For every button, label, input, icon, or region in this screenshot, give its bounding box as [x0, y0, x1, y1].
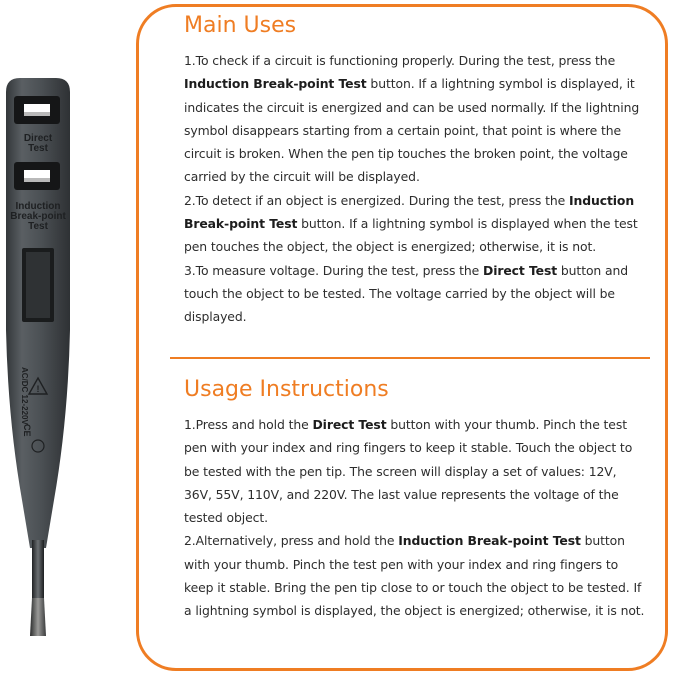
main-uses-item-3: 3.To measure voltage. During the test, press the Direct Test button and touch the object to be tested. The voltage carried by the object will be displayed. — [184, 262, 629, 325]
usage-instructions-text — [184, 413, 646, 623]
pen-induction-test-label — [4, 202, 72, 232]
svg-text:!: ! — [36, 384, 40, 394]
section-divider — [170, 357, 650, 359]
pen-induction-label-line1: Induction — [15, 201, 61, 212]
main-uses-item-2: 2.To detect if an object is energized. During the test, press the Induction Break-point Test button. If a lightning symbol is displayed when the test pen touches the object, the object is energized; otherwise, it is not. — [184, 192, 638, 255]
ce-mark: CE — [22, 424, 32, 437]
lcd-screen — [26, 252, 50, 318]
usage-instructions-title: Usage Instructions — [184, 377, 389, 402]
pen-shaft — [32, 540, 44, 600]
usage-item-2: 2.Alternatively, press and hold the Induction Break-point Test button with your thumb. Pinch the test pen with your index and ring fingers to keep it stable. Bring the pen tip close to or touch the object to be tested. If a lightning symbol is displayed, the object is energized; otherwise, it is not. — [184, 533, 645, 619]
pen-direct-label-line1: Direct — [23, 133, 53, 144]
pen-direct-test-label — [10, 134, 66, 154]
main-uses-text — [184, 49, 646, 329]
main-uses-title: Main Uses — [184, 13, 297, 38]
pen-voltage-rating: AC/DC 12-220V — [20, 367, 29, 425]
usage-item-1: 1.Press and hold the Direct Test button with your thumb. Pinch the test pen with your index and ring fingers to keep it stable. Touch the object to be tested with the pen tip. The screen will display a set of values: 12V, 36V, 55V, 110V, and 220V. The last value represents the voltage of the tested object. — [184, 417, 633, 526]
pen-direct-label-line2: Test — [28, 143, 48, 154]
screwdriver-tip — [30, 598, 46, 636]
voltage-tester-pen-image — [0, 0, 120, 686]
pen-induction-label-line2: Break-point — [10, 211, 66, 222]
main-uses-item-1: 1.To check if a circuit is functioning properly. During the test, press the Induction Break-point Test button. If a lightning symbol is displayed, it indicates the circuit is energized and can be used normally. If the lightning symbol disappears starting from a certain point, that point is where the circuit is broken. When the pen tip touches the broken point, the voltage carried by the circuit will be displayed. — [184, 53, 640, 185]
pen-induction-label-line3: Test — [28, 221, 48, 232]
pen-illustration — [0, 0, 120, 686]
